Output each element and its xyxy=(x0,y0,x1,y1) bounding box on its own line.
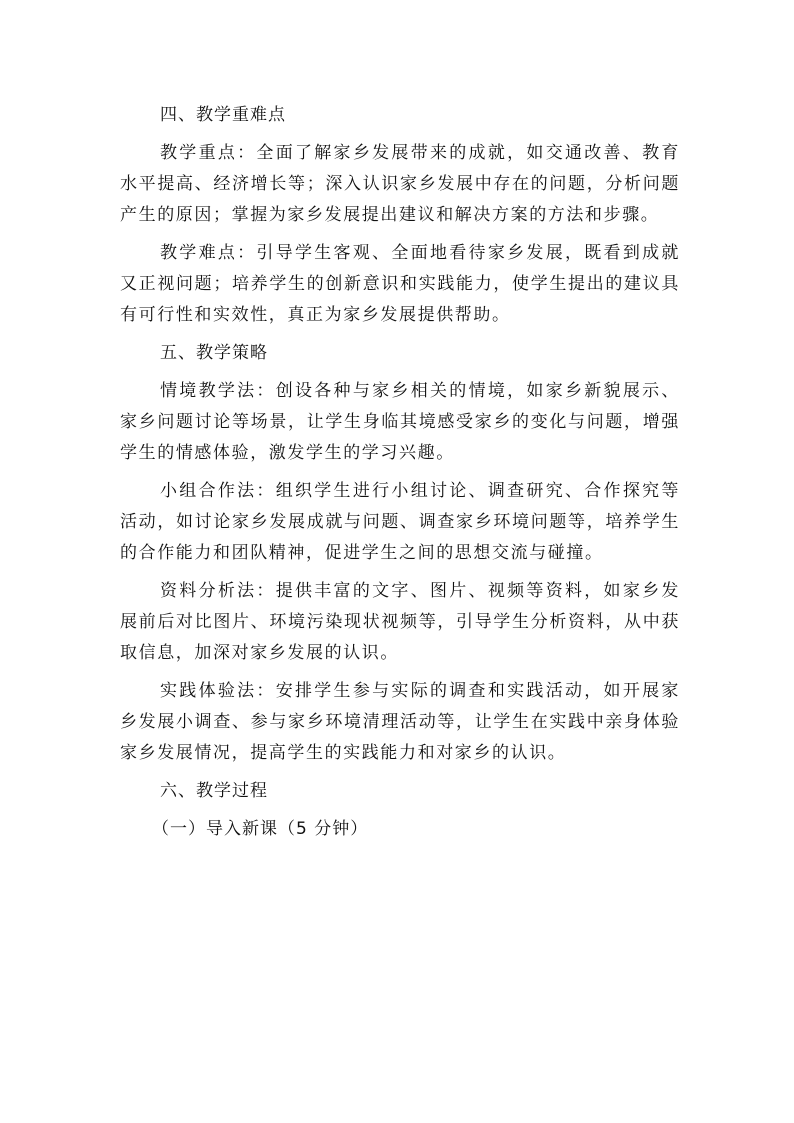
paragraph-teaching-key-points: 教学重点：全面了解家乡发展带来的成就，如交通改善、教育水平提高、经济增长等；深入认识家乡发展中存在的问题，分析问题产生的原因；掌握为家乡发展提出建议和解决方案的方法和步骤。 xyxy=(120,143,680,225)
paragraph-situational-teaching: 情境教学法：创设各种与家乡相关的情境，如家乡新貌展示、家乡问题讨论等场景，让学生身临其境感受家乡的变化与问题，增强学生的情感体验，激发学生的学习兴趣。 xyxy=(120,381,680,463)
section-heading-key-difficult-points: 四、教学重难点 xyxy=(160,105,286,125)
paragraph-teaching-difficulties: 教学难点：引导学生客观、全面地看待家乡发展，既看到成就又正视问题；培养学生的创新意识和实践能力，使学生提出的建议具有可行性和实效性，真正为家乡发展提供帮助。 xyxy=(120,243,680,325)
paragraph-group-cooperation: 小组合作法：组织学生进行小组讨论、调查研究、合作探究等活动，如讨论家乡发展成就与问题、调查家乡环境问题等，培养学生的合作能力和团队精神，促进学生之间的思想交流与碰撞。 xyxy=(120,481,680,563)
section-heading-teaching-process: 六、教学过程 xyxy=(160,781,268,801)
paragraph-practice-experience: 实践体验法：安排学生参与实际的调查和实践活动，如开展家乡发展小调查、参与家乡环境清理活动等，让学生在实践中亲身体验家乡发展情况，提高学生的实践能力和对家乡的认识。 xyxy=(120,681,680,763)
section-heading-teaching-strategies: 五、教学策略 xyxy=(160,343,268,363)
document-body xyxy=(120,100,680,852)
sub-heading-introduction: （一）导入新课（5 分钟） xyxy=(152,819,369,839)
paragraph-material-analysis: 资料分析法：提供丰富的文字、图片、视频等资料，如家乡发展前后对比图片、环境污染现状视频等，引导学生分析资料，从中获取信息，加深对家乡发展的认识。 xyxy=(120,581,680,663)
